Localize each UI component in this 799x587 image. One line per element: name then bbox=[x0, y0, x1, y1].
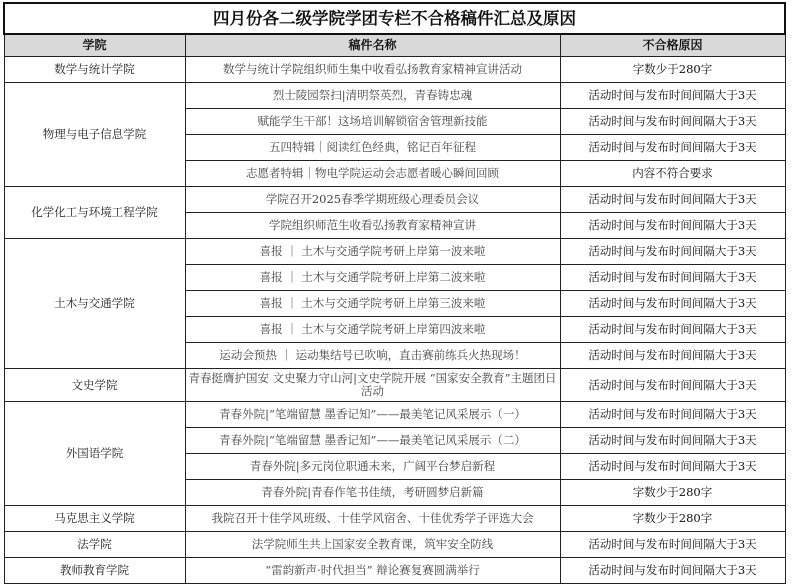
manuscript-name-cell: 青春外院|青春作笔书佳绩，考研圆梦启新篇 bbox=[185, 480, 560, 506]
header-row bbox=[4, 34, 785, 57]
school-cell: 数学与统计学院 bbox=[4, 57, 185, 83]
reason-cell: 活动时间与发布时间间隔大于3天 bbox=[560, 532, 785, 558]
manuscript-name-cell: 喜报 ｜ 土木与交通学院考研上岸第一波来啦 bbox=[185, 239, 560, 265]
manuscript-name-cell: 五四特辑｜阅读红色经典，铭记百年征程 bbox=[185, 135, 560, 161]
header-manuscript-name: 稿件名称 bbox=[185, 34, 560, 57]
table-row bbox=[4, 239, 785, 265]
manuscript-name-cell: 青春挺膺护国安 文史聚力守山河|文史学院开展 “国家安全教育”主题团日活动 bbox=[185, 369, 560, 402]
manuscript-name-cell: 赋能学生干部！这场培训解锁宿舍管理新技能 bbox=[185, 109, 560, 135]
reason-cell: 活动时间与发布时间间隔大于3天 bbox=[560, 265, 785, 291]
manuscript-name-cell: 数学与统计学院组织师生集中收看弘扬教育家精神宣讲活动 bbox=[185, 57, 560, 83]
unqualified-manuscripts-table bbox=[3, 2, 786, 584]
reason-cell: 活动时间与发布时间间隔大于3天 bbox=[560, 428, 785, 454]
table-row bbox=[4, 506, 785, 532]
reason-cell: 内容不符合要求 bbox=[560, 161, 785, 187]
reason-cell: 活动时间与发布时间间隔大于3天 bbox=[560, 135, 785, 161]
reason-cell: 活动时间与发布时间间隔大于3天 bbox=[560, 239, 785, 265]
table-row bbox=[4, 83, 785, 109]
manuscript-name-cell: 学院组织师范生收看弘扬教育家精神宣讲 bbox=[185, 213, 560, 239]
sheet-title: 四月份各二级学院学团专栏不合格稿件汇总及原因 bbox=[4, 3, 785, 34]
reason-cell: 字数少于280字 bbox=[560, 57, 785, 83]
manuscript-name-cell: 我院召开十佳学风班级、十佳学风宿舍、十佳优秀学子评选大会 bbox=[185, 506, 560, 532]
reason-cell: 活动时间与发布时间间隔大于3天 bbox=[560, 83, 785, 109]
school-cell: 马克思主义学院 bbox=[4, 506, 185, 532]
school-cell: 教师教育学院 bbox=[4, 558, 185, 584]
table-row bbox=[4, 532, 785, 558]
manuscript-name-cell: 志愿者特辑｜物电学院运动会志愿者暖心瞬间回顾 bbox=[185, 161, 560, 187]
reason-cell: 活动时间与发布时间间隔大于3天 bbox=[560, 343, 785, 369]
reason-cell: 活动时间与发布时间间隔大于3天 bbox=[560, 109, 785, 135]
reason-cell: 活动时间与发布时间间隔大于3天 bbox=[560, 454, 785, 480]
header-school: 学院 bbox=[4, 34, 185, 57]
reason-cell: 活动时间与发布时间间隔大于3天 bbox=[560, 187, 785, 213]
reason-cell: 字数少于280字 bbox=[560, 480, 785, 506]
reason-cell: 活动时间与发布时间间隔大于3天 bbox=[560, 402, 785, 428]
title-row bbox=[4, 3, 785, 34]
school-cell: 文史学院 bbox=[4, 369, 185, 402]
table-row bbox=[4, 558, 785, 584]
reason-cell: 活动时间与发布时间间隔大于3天 bbox=[560, 369, 785, 402]
manuscript-name-cell: 喜报 ｜ 土木与交通学院考研上岸第二波来啦 bbox=[185, 265, 560, 291]
school-cell: 外国语学院 bbox=[4, 402, 185, 506]
manuscript-name-cell: 喜报 ｜ 土木与交通学院考研上岸第三波来啦 bbox=[185, 291, 560, 317]
manuscript-name-cell: 法学院师生共上国家安全教育课，筑牢安全防线 bbox=[185, 532, 560, 558]
school-cell: 法学院 bbox=[4, 532, 185, 558]
school-cell: 化学化工与环境工程学院 bbox=[4, 187, 185, 239]
manuscript-name-cell: 运动会预热 ｜ 运动集结号已吹响，直击赛前练兵火热现场！ bbox=[185, 343, 560, 369]
manuscript-name-cell: 青春外院|“笔端留慧 墨香记知”——最美笔记风采展示（一） bbox=[185, 402, 560, 428]
reason-cell: 活动时间与发布时间间隔大于3天 bbox=[560, 291, 785, 317]
school-cell: 土木与交通学院 bbox=[4, 239, 185, 369]
table-row bbox=[4, 402, 785, 428]
table-row bbox=[4, 57, 785, 83]
manuscript-name-cell: 烈士陵园祭扫|清明祭英烈，青春铸忠魂 bbox=[185, 83, 560, 109]
reason-cell: 活动时间与发布时间间隔大于3天 bbox=[560, 213, 785, 239]
header-reason: 不合格原因 bbox=[560, 34, 785, 57]
table-row bbox=[4, 369, 785, 402]
manuscript-name-cell: 喜报 ｜ 土木与交通学院考研上岸第四波来啦 bbox=[185, 317, 560, 343]
manuscript-name-cell: 青春外院|“笔端留慧 墨香记知”——最美笔记风采展示（二） bbox=[185, 428, 560, 454]
school-cell: 物理与电子信息学院 bbox=[4, 83, 185, 187]
table-body bbox=[4, 57, 785, 584]
manuscript-name-cell: “雷韵新声·时代担当” 辩论赛复赛圆满举行 bbox=[185, 558, 560, 584]
reason-cell: 活动时间与发布时间间隔大于3天 bbox=[560, 317, 785, 343]
table-row bbox=[4, 187, 785, 213]
manuscript-name-cell: 青春外院|多元岗位职通未来，广阔平台梦启新程 bbox=[185, 454, 560, 480]
reason-cell: 字数少于280字 bbox=[560, 506, 785, 532]
manuscript-name-cell: 学院召开2025春季学期班级心理委员会议 bbox=[185, 187, 560, 213]
reason-cell: 活动时间与发布时间间隔大于3天 bbox=[560, 558, 785, 584]
